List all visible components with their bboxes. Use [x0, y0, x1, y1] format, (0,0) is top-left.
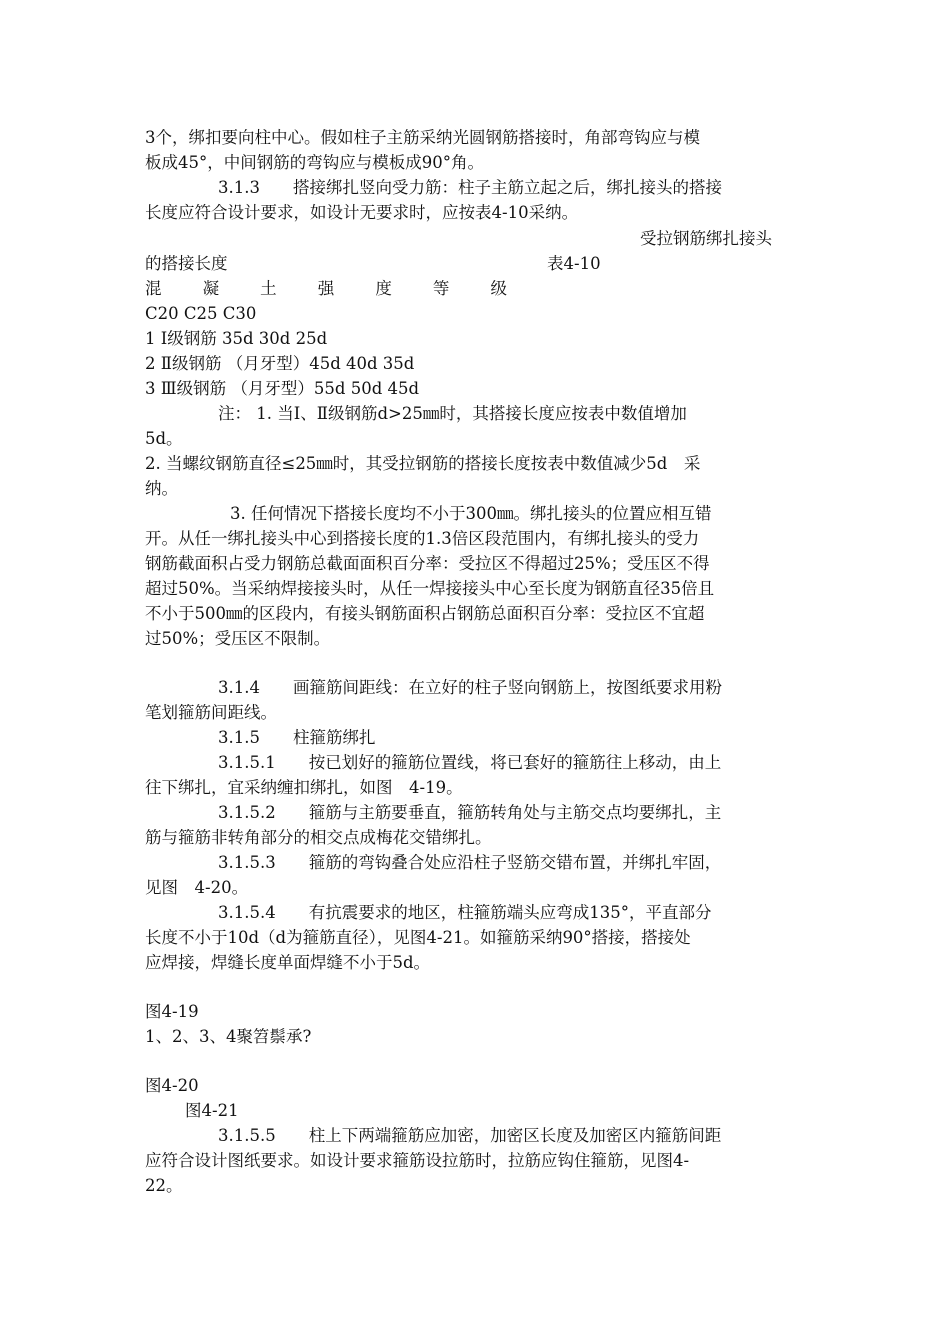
note-line: 纳。: [145, 479, 178, 498]
text-line: 3个，绑扣要向柱中心。假如柱子主筋采纳光圆钢筋搭接时，角部弯钩应与模: [145, 128, 700, 147]
text-line: 开。从任一绑扎接头中心到搭接长度的1.3倍区段范围内，有绑扎接头的受力: [145, 529, 700, 548]
grade-char: 强: [317, 279, 335, 298]
grade-char: 土: [260, 279, 277, 298]
text-line: 长度不小于10d（d为箍筋直径），见图4-21。如箍筋采纳90°搭接，搭接处: [145, 928, 691, 947]
table-number: 表4-10: [547, 254, 601, 273]
table-row: 1 Ⅰ级钢筋 35d 30d 25d: [145, 329, 328, 348]
section-heading: 3.1.4 画箍筋间距线：在立好的柱子竖向钢筋上，按图纸要求用粉: [218, 678, 722, 697]
text-line: 板成45°，中间钢筋的弯钩应与模板成90°角。: [145, 153, 484, 172]
text-line: 过50%；受压区不限制。: [145, 629, 331, 648]
text-line: 不小于500㎜的区段内，有接头钢筋面积占钢筋总面积百分率：受拉区不宜超: [145, 604, 705, 623]
note-line: 2. 当螺纹钢筋直径≤25㎜时，其受拉钢筋的搭接长度按表中数值减少5d 采: [145, 454, 701, 473]
table-header-grade: [145, 277, 507, 301]
text-line: 见图 4-20。: [145, 878, 249, 897]
text-line: 钢筋截面积占受力钢筋总截面面积百分率：受拉区不得超过25%；受压区不得: [145, 554, 710, 573]
table-row: 3 Ⅲ级钢筋 （月牙型）55d 50d 45d: [145, 379, 420, 398]
text-line: 22。: [145, 1176, 183, 1195]
figure-caption: 图4-20: [145, 1076, 199, 1095]
note-line: 注： 1. 当Ⅰ、Ⅱ级钢筋d>25㎜时，其搭接长度应按表中数值增加: [218, 404, 687, 423]
table-row: 2 Ⅱ级钢筋 （月牙型）45d 40d 35d: [145, 354, 415, 373]
grade-char: 等: [432, 279, 450, 298]
text-line: 应符合设计图纸要求。如设计要求箍筋设拉筋时，拉筋应钩住箍筋，见图4-: [145, 1151, 690, 1170]
grade-char: 级: [490, 279, 507, 298]
section-heading: 3.1.5 柱箍筋绑扎: [218, 728, 376, 747]
section-heading: 3.1.5.1 按已划好的箍筋位置线，将已套好的箍筋往上移动，由上: [218, 753, 722, 772]
text-line: 往下绑扎，宜采纳缠扣绑扎，如图 4-19。: [145, 778, 463, 797]
text-line: 筋与箍筋非转角部分的相交点成梅花交错绑扎。: [145, 828, 492, 847]
grade-char: 混: [145, 279, 162, 298]
note-line: 3. 任何情况下搭接长度均不小于300㎜。绑扎接头的位置应相互错: [230, 504, 712, 523]
section-heading: 3.1.5.3 箍筋的弯钩叠合处应沿柱子竖筋交错布置，并绑扎牢固，: [218, 853, 722, 872]
table-row: C20 C25 C30: [145, 304, 257, 323]
text-line: 笔划箍筋间距线。: [145, 703, 277, 722]
section-heading: 3.1.3 搭接绑扎竖向受力筋：柱子主筋立起之后，绑扎接头的搭接: [218, 178, 722, 197]
text-line: 超过50%。当采纳焊接接头时，从任一焊接接头中心至长度为钢筋直径35倍且: [145, 579, 715, 598]
grade-char: 凝: [202, 279, 220, 298]
text-line: 长度应符合设计要求，如设计无要求时，应按表4-10采纳。: [145, 203, 579, 222]
figure-caption: 图4-19: [145, 1002, 199, 1021]
text-line: 应焊接，焊缝长度单面焊缝不小于5d。: [145, 953, 431, 972]
table-caption: 受拉钢筋绑扎接头: [640, 229, 772, 248]
section-heading: 3.1.5.5 柱上下两端箍筋应加密，加密区长度及加密区内箍筋间距: [218, 1126, 722, 1145]
figure-caption: 1、2、3、4聚笤鬃承?: [145, 1027, 312, 1046]
figure-caption: 图4-21: [185, 1101, 239, 1120]
note-line: 5d。: [145, 429, 183, 448]
section-heading: 3.1.5.4 有抗震要求的地区，柱箍筋端头应弯成135°，平直部分: [218, 903, 712, 922]
grade-char: 度: [375, 279, 392, 298]
section-heading: 3.1.5.2 箍筋与主筋要垂直，箍筋转角处与主筋交点均要绑扎，主: [218, 803, 722, 822]
table-caption: 的搭接长度: [145, 254, 228, 273]
